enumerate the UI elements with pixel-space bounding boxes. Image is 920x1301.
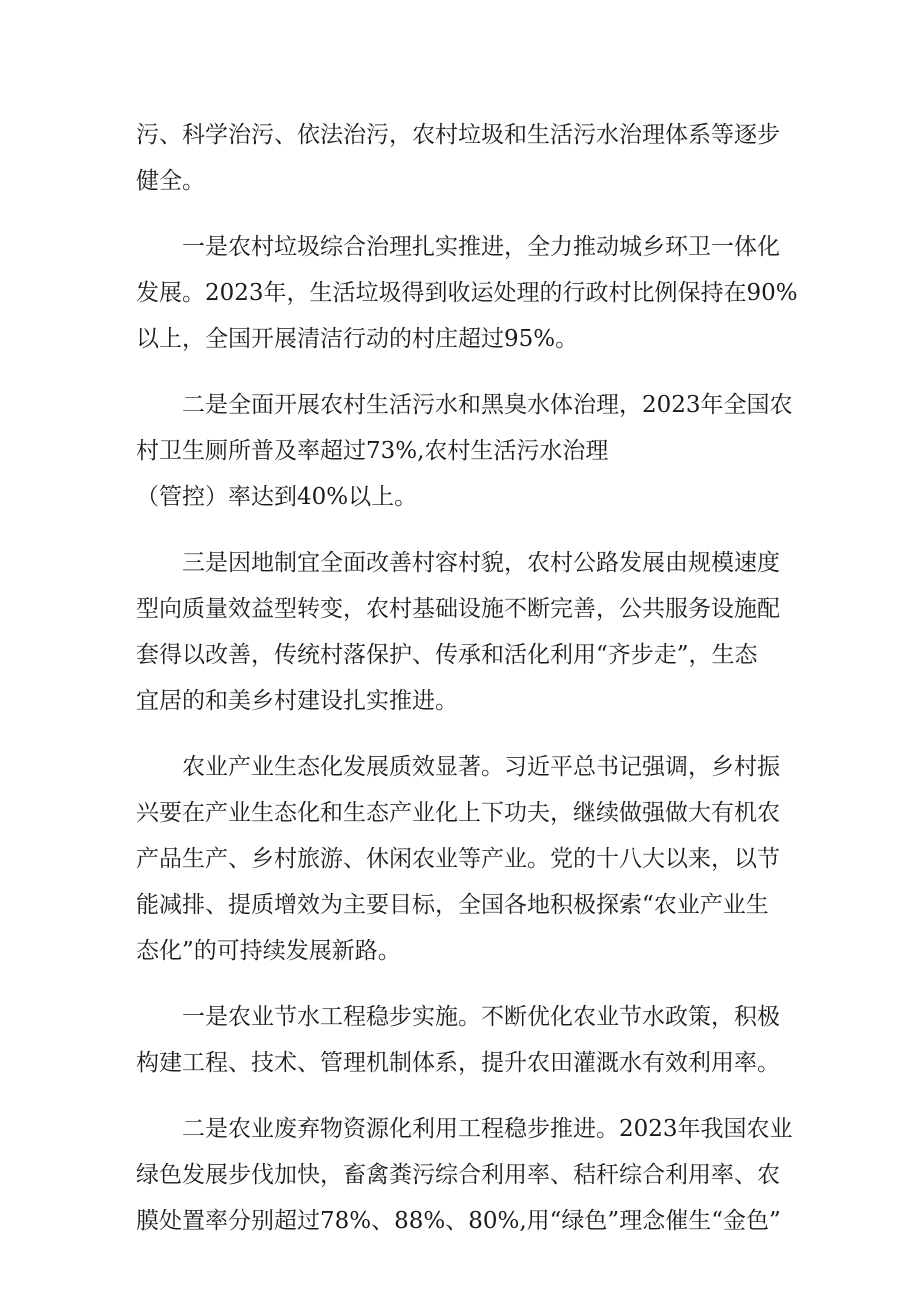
paragraph-3 [136,382,800,520]
text-line: 二是全面开展农村生活污水和黑臭水体治理，2023年全国农 [182,392,793,418]
text-line: 三是因地制宜全面改善村容村貌，农村公路发展由规模速度 [182,550,780,576]
text-line: （管控）率达到40%以上。 [136,484,418,510]
text-line: 宜居的和美乡村建设扎实推进。 [136,688,458,714]
text-line: 污、科学治污、依法治污，农村垃圾和生活污水治理体系等逐步 [136,122,780,148]
text-line-indented [136,1106,800,1152]
text-line: 村卫生厕所普及率超过73%,农村生活污水治理 [136,438,609,464]
text-line: 膜处置率分别超过78%、88%、80%,用“绿色”理念催生“金色” [136,1208,781,1234]
text-line: 型向质量效益型转变，农村基础设施不断完善，公共服务设施配 [136,596,780,622]
text-line: 发展。2023年，生活垃圾得到收运处理的行政村比例保持在90% [136,280,798,306]
text-line: 绿色发展步伐加快，畜禽粪污综合利用率、秸秆综合利用率、农 [136,1162,780,1188]
text-line: 能减排、提质增效为主要目标，全国各地积极探索“农业产业生 [136,892,769,918]
text-line: 产品生产、乡村旅游、休闲农业等产业。党的十八大以来，以节 [136,846,780,872]
text-line-indented [136,382,800,428]
text-line: 套得以改善，传统村落保护、传承和活化利用“齐步走”，生态 [136,642,758,668]
text-line: 一是农村垃圾综合治理扎实推进，全力推动城乡环卫一体化 [182,234,780,260]
paragraph-6 [136,994,800,1086]
document-body [136,112,800,1264]
text-line-indented [136,540,800,586]
text-line: 兴要在产业生态化和生态产业化上下功夫，继续做强做大有机农 [136,800,780,826]
text-line: 构建工程、技术、管理机制体系，提升农田灌溉水有效利用率。 [136,1050,780,1076]
text-line-indented [136,224,800,270]
paragraph-7 [136,1106,800,1244]
text-line: 健全。 [136,168,205,194]
paragraph-5 [136,744,800,974]
text-line: 农业产业生态化发展质效显著。习近平总书记强调，乡村振 [182,754,780,780]
text-line: 态化”的可持续发展新路。 [136,938,401,964]
paragraph-2 [136,224,800,362]
text-line: 一是农业节水工程稳步实施。不断优化农业节水政策，积极 [182,1004,780,1030]
paragraph-1 [136,112,800,204]
text-line-indented [136,744,800,790]
text-line: 二是农业废弃物资源化利用工程稳步推进。2023年我国农业 [182,1116,793,1142]
text-line: 以上，全国开展清洁行动的村庄超过95%。 [136,326,579,352]
text-line-indented [136,994,800,1040]
paragraph-4 [136,540,800,724]
